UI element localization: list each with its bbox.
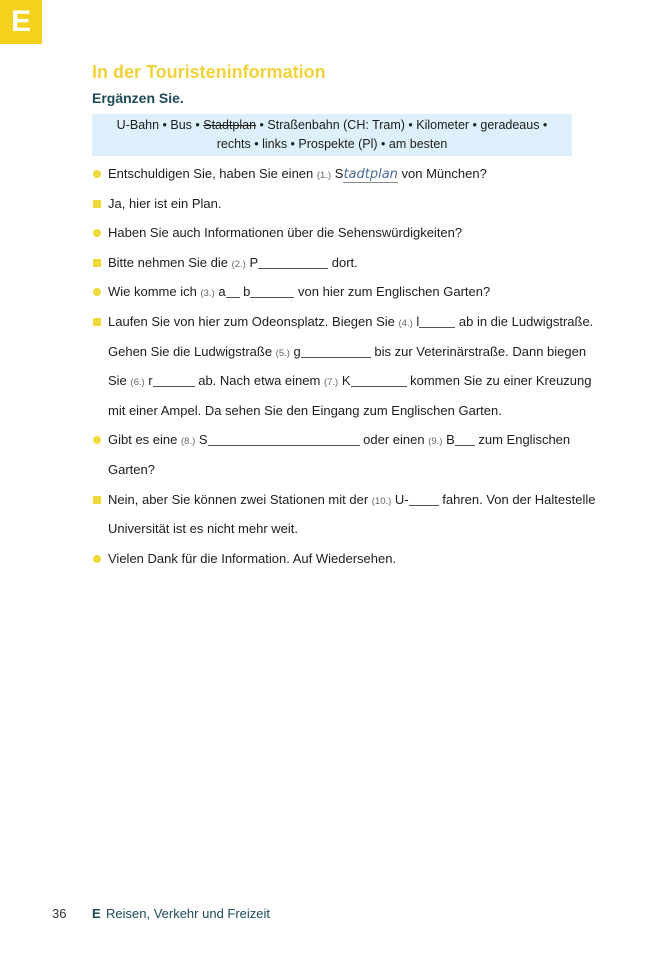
- text: Ja, hier ist ein Plan.: [108, 195, 222, 211]
- text: b: [239, 284, 251, 300]
- gap-answer[interactable]: tadtplan: [343, 167, 398, 182]
- circle-bullet-icon: [93, 555, 101, 563]
- square-bullet-icon: [93, 259, 101, 267]
- gap-blank[interactable]: [301, 344, 371, 358]
- gap-blank[interactable]: [455, 432, 475, 446]
- page-title: In der Touristeninformation: [92, 62, 326, 82]
- text: von München?: [397, 166, 487, 181]
- dialogue-line: [92, 546, 612, 576]
- gap-blank[interactable]: [208, 432, 360, 446]
- dialogue-line: [92, 457, 612, 487]
- circle-bullet-icon: [93, 170, 101, 178]
- text: Entschuldigen Sie, haben Sie einen: [108, 166, 317, 181]
- dialogue-line: [92, 161, 612, 191]
- text: dort.: [328, 254, 358, 270]
- gap-number: (1.): [316, 170, 332, 181]
- gap-blank[interactable]: [226, 284, 240, 298]
- gap-number: (3.): [200, 288, 215, 300]
- text: von hier zum Englischen Garten?: [294, 284, 491, 300]
- text: mit einer Ampel. Da sehen Sie den Eingang zum Englischen Garten.: [108, 402, 502, 418]
- text: zum Englischen: [474, 432, 571, 448]
- text: Garten?: [108, 461, 155, 477]
- text: Laufen Sie von hier zum Odeonsplatz. Biegen Sie: [108, 313, 399, 329]
- dialogue-line: [92, 309, 612, 339]
- gap-number: (2.): [231, 258, 246, 270]
- chapter-title: Reisen, Verkehr und Freizeit: [106, 906, 271, 921]
- text: S: [331, 166, 344, 181]
- gap-blank[interactable]: [153, 373, 195, 387]
- square-bullet-icon: [93, 318, 101, 326]
- gap-blank[interactable]: [409, 492, 439, 506]
- page-footer: [52, 906, 271, 921]
- chapter-letter: E: [92, 906, 101, 921]
- word-list: U-Bahn • Bus •: [116, 118, 204, 132]
- text: a: [214, 284, 226, 300]
- text: ab in die Ludwigstraße.: [455, 313, 594, 329]
- text: kommen Sie zu einer Kreuzung: [406, 373, 592, 389]
- text: Universität ist es nicht mehr weit.: [108, 521, 299, 537]
- circle-bullet-icon: [93, 436, 101, 444]
- circle-bullet-icon: [93, 288, 101, 296]
- used-word: Stadtplan: [203, 118, 257, 132]
- gap-number: (6.): [130, 377, 145, 389]
- chapter-badge: E: [0, 0, 42, 44]
- text: fahren. Von der Haltestelle: [438, 491, 596, 507]
- text: Sie: [108, 373, 131, 389]
- word-list: • Straßenbahn (CH: Tram) • Kilometer • geradeaus •: [256, 118, 548, 132]
- dialogue-line: [92, 427, 612, 457]
- dialogue-line: [92, 516, 612, 546]
- gap-blank[interactable]: [250, 284, 294, 298]
- text: Haben Sie auch Informationen über die Sehenswürdigkeiten?: [108, 225, 463, 241]
- text: ab. Nach etwa einem: [194, 373, 324, 389]
- gap-number: (5.): [275, 347, 290, 359]
- text: K: [338, 373, 351, 389]
- text: Bitte nehmen Sie die: [108, 254, 232, 270]
- text: Nein, aber Sie können zwei Stationen mit der: [108, 491, 372, 507]
- dialogue-line: [92, 368, 612, 398]
- dialogue-line: [92, 487, 612, 517]
- text: oder einen: [359, 432, 429, 448]
- text: l: [412, 313, 420, 329]
- square-bullet-icon: [93, 200, 101, 208]
- text: Gibt es eine: [108, 432, 181, 448]
- text: g: [289, 343, 301, 359]
- text: S: [195, 432, 208, 448]
- page-number: 36: [52, 906, 67, 921]
- square-bullet-icon: [93, 496, 101, 504]
- text: B: [442, 432, 455, 448]
- dialogue-line: [92, 220, 612, 250]
- text: P: [245, 254, 259, 270]
- text: r: [144, 373, 153, 389]
- gap-blank[interactable]: [419, 314, 455, 328]
- dialogue-line: [92, 398, 612, 428]
- text: Gehen Sie die Ludwigstraße: [108, 343, 276, 359]
- instruction: Ergänzen Sie.: [92, 90, 184, 106]
- dialogue: [92, 161, 612, 575]
- gap-number: (7.): [323, 377, 339, 389]
- text: bis zur Veterinärstraße. Dann biegen: [370, 343, 587, 359]
- text: Vielen Dank für die Information. Auf Wiedersehen.: [108, 550, 397, 566]
- gap-number: (4.): [398, 317, 413, 329]
- circle-bullet-icon: [93, 229, 101, 237]
- dialogue-line: [92, 250, 612, 280]
- gap-number: (10.): [371, 495, 392, 507]
- gap-blank[interactable]: [351, 373, 407, 387]
- dialogue-line: [92, 191, 612, 221]
- gap-number: (9.): [428, 436, 443, 448]
- dialogue-line: [92, 339, 612, 369]
- gap-number: (8.): [181, 436, 196, 448]
- gap-blank[interactable]: [258, 255, 328, 269]
- text: Wie komme ich: [108, 284, 201, 300]
- word-list: rechts • links • Prospekte (Pl) • am besten: [216, 137, 448, 151]
- dialogue-line: [92, 279, 612, 309]
- text: U-: [391, 491, 409, 507]
- word-box: [92, 114, 572, 156]
